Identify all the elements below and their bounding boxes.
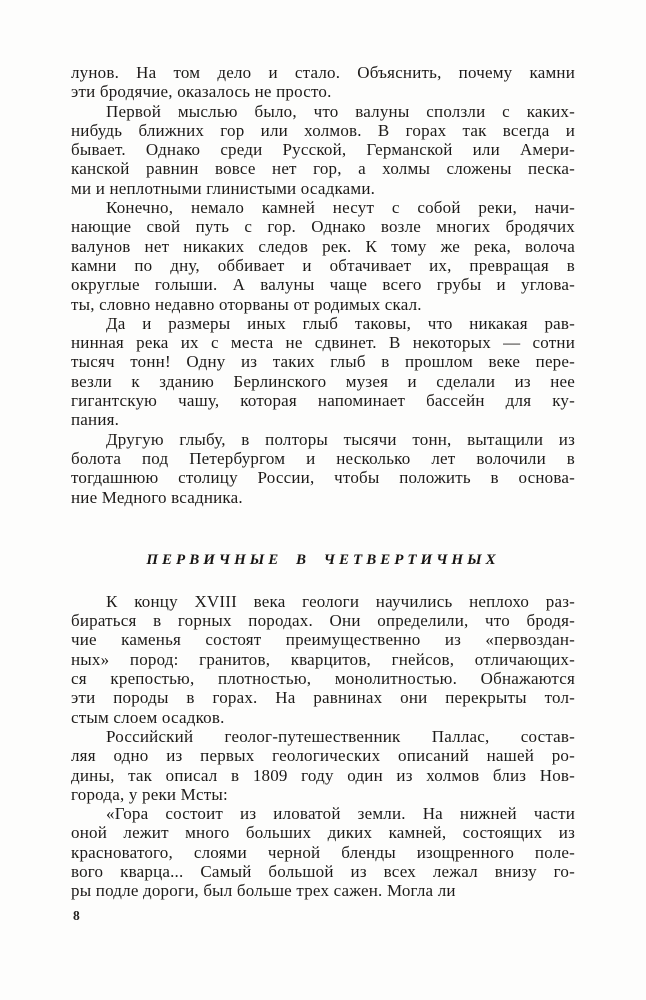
text-line: Первой мыслью было, что валуны сползли с каких-	[106, 101, 575, 121]
text-line: оной лежит много больших диких камней, состоящих из	[71, 823, 575, 843]
paragraph	[71, 430, 575, 507]
text-column	[71, 63, 575, 901]
text-line: камни по дну, оббивает и обтачивает их, превращая в	[71, 255, 575, 275]
text-line: Да и размеры иных глыб таковы, что никакая рав-	[106, 313, 575, 333]
text-line: ты, словно недавно оторваны от родимых скал.	[71, 294, 422, 314]
text-line: ми и неплотными глинистыми осадками.	[71, 178, 376, 198]
text-line: тогдашнюю столицу России, чтобы положить в основа-	[71, 468, 575, 488]
text-line: ся крепостью, плотностью, монолитностью. Обнажаются	[71, 669, 575, 689]
text-line: бывает. Однако среди Русской, Германской или Амери-	[71, 140, 575, 160]
text-line: гигантскую чашу, которая напоминает бассейн для ку-	[71, 391, 575, 411]
text-line: красноватого, слоями черной бленды изощренного поле-	[71, 842, 575, 862]
text-line: города, у реки Мсты:	[71, 784, 228, 804]
text-line: ных» пород: гранитов, кварцитов, гнейсов, отличающих-	[71, 649, 575, 669]
text-line: болота под Петербургом и несколько лет волочили в	[71, 448, 575, 468]
text-line: Российский геолог-путешественник Паллас, состав-	[106, 726, 575, 746]
text-line: пания.	[71, 410, 120, 430]
paragraph	[71, 727, 575, 804]
text-line: бираться в горных породах. Они определили, что бродя-	[71, 611, 575, 631]
text-line: нибудь ближних гор или холмов. В горах так всегда и	[71, 120, 575, 140]
text-line: «Гора состоит из иловатой земли. На нижней части	[106, 804, 575, 824]
text-line: валунов нет никаких следов рек. К тому же река, волоча	[71, 236, 575, 256]
text-line: К концу XVIII века геологи научились неплохо раз-	[106, 591, 575, 611]
paragraph	[71, 198, 575, 314]
page-number: 8	[73, 908, 80, 923]
paragraph	[71, 804, 575, 900]
text-line: округлые голыши. А валуны чаще всего грубы и углова-	[71, 275, 575, 295]
text-line: Конечно, немало камней несут с собой реки, начи-	[106, 198, 575, 218]
text-line: дины, так описал в 1809 году один из холмов близ Нов-	[71, 765, 575, 785]
text-line: стым слоем осадков.	[71, 707, 225, 727]
text-line: чие каменья состоят преимущественно из «первоздан-	[71, 630, 575, 650]
text-line: нающие свой путь с гор. Однако возле многих бродячих	[71, 217, 575, 237]
text-line: ние Медного всадника.	[71, 487, 243, 507]
paragraph	[71, 314, 575, 430]
text-line: ляя одно из первых геологических описаний нашей ро-	[71, 746, 575, 766]
section-heading: ПЕРВИЧНЫЕ В ЧЕТВЕРТИЧНЫХ	[146, 551, 500, 568]
text-line: везли к зданию Берлинского музея и сделали из нее	[71, 371, 575, 391]
text-line: Другую глыбу, в полторы тысячи тонн, вытащили из	[106, 429, 575, 449]
text-line: нинная река их с места не сдвинет. В некоторых — сотни	[71, 333, 575, 353]
text-line: тысяч тонн! Одну из таких глыб в прошлом веке пере-	[71, 352, 575, 372]
text-line: вого кварца... Самый большой из всех лежал внизу го-	[71, 861, 575, 881]
paragraph	[71, 102, 575, 198]
text-line: лунов. На том дело и стало. Объяснить, почему камни	[71, 63, 575, 82]
text-line: эти бродячие, оказалось не просто.	[71, 82, 332, 102]
paragraph	[71, 592, 575, 727]
text-line: ры подле дороги, был больше трех сажен. Могла ли	[71, 881, 456, 901]
paragraph	[71, 63, 575, 102]
text-line: канской равнин вовсе нет гор, а холмы сложены песка-	[71, 159, 575, 179]
text-line: эти породы в горах. На равнинах они перекрыты тол-	[71, 688, 575, 708]
